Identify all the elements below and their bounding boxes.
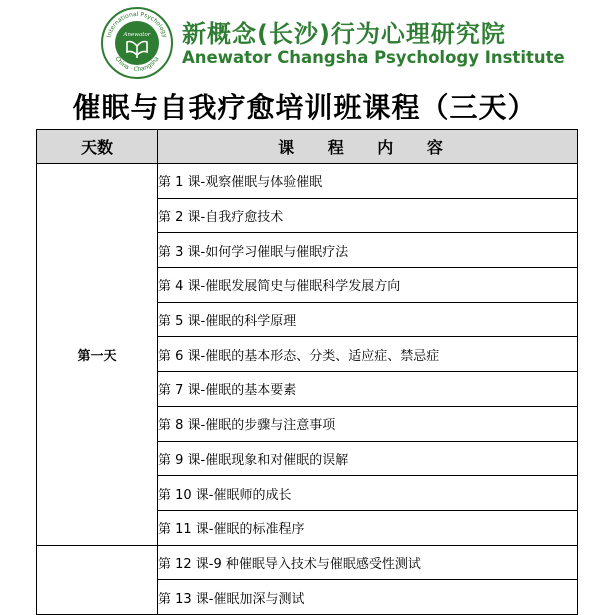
table-row [37, 164, 578, 199]
day-label [37, 545, 158, 614]
svg-text:China · Changsha: China · Changsha [113, 55, 161, 74]
table-row [37, 545, 578, 580]
lesson-cell: 第 6 课-催眠的基本形态、分类、适应症、禁忌症 [158, 337, 578, 372]
lesson-cell: 第 2 课-自我疗愈技术 [158, 198, 578, 233]
lesson-cell: 第 1 课-观察催眠与体验催眠 [158, 164, 578, 199]
table-header-row [37, 130, 578, 164]
institute-name-chinese: 新概念(长沙)行为心理研究院 [182, 20, 506, 48]
course-schedule-table [36, 129, 578, 615]
institute-header [0, 0, 609, 80]
institute-name-english: Anewator Changsha Psychology Institute [182, 48, 565, 67]
document-title: 催眠与自我疗愈培训班课程（三天） [72, 91, 537, 124]
institute-logo-icon [100, 6, 174, 80]
lesson-cell: 第 5 课-催眠的科学原理 [158, 302, 578, 337]
lesson-cell: 第 11 课-催眠的标准程序 [158, 510, 578, 545]
lesson-cell: 第 13 课-催眠加深与测试 [158, 580, 578, 615]
lesson-cell: 第 4 课-催眠发展简史与催眠科学发展方向 [158, 268, 578, 303]
lesson-cell: 第 12 课-9 种催眠导入技术与催眠感受性测试 [158, 545, 578, 580]
lesson-cell: 第 3 课-如何学习催眠与催眠疗法 [158, 233, 578, 268]
svg-text:International Psychology: International Psychology [105, 10, 169, 39]
column-header-days: 天数 [37, 130, 158, 164]
svg-text:Anewator: Anewator [123, 32, 151, 38]
lesson-cell: 第 10 课-催眠师的成长 [158, 476, 578, 511]
lesson-cell: 第 9 课-催眠现象和对催眠的误解 [158, 441, 578, 476]
lesson-cell: 第 7 课-催眠的基本要素 [158, 372, 578, 407]
day-label: 第一天 [37, 164, 158, 546]
lesson-cell: 第 8 课-催眠的步骤与注意事项 [158, 406, 578, 441]
column-header-content: 课 程 内 容 [158, 130, 578, 164]
